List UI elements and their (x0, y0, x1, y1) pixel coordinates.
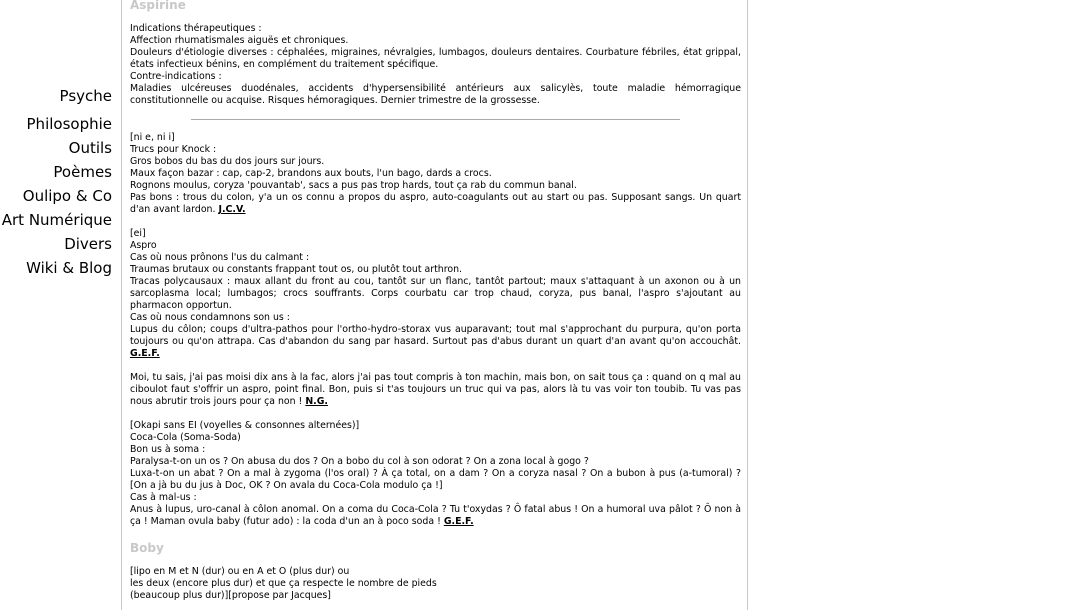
author-link[interactable]: J.C.V. (218, 204, 246, 215)
poem-entry (130, 566, 741, 602)
poem-line: Aspro (130, 240, 157, 251)
nav-link-oulipo[interactable]: Oulipo & Co (22, 187, 112, 205)
author-link[interactable]: N.G. (305, 396, 328, 407)
notice-line: Affection rhumatismales aiguës et chroniques. (130, 35, 349, 46)
poem-line: [ni e, ni i] (130, 132, 175, 143)
section-title-boby: Boby (130, 541, 164, 555)
content-body (130, 0, 741, 610)
poem-line: Tracas polycausaux : maux allant du front au cou, tantôt sur un flanc, tantôt partout; maux s'attaquant à un axonon ou à un sarcoplasma local; lumbagos; crocs souffrants. Corps courbatu car trop chaud, coryza, pus banal, l'aspro s'ajoutant au pharmacon opportun. (130, 276, 741, 311)
section-title-aspirine: Aspirine (130, 0, 186, 12)
nav-link-outils[interactable]: Outils (68, 139, 112, 157)
aspirine-notice (130, 23, 741, 107)
notice-line: Douleurs d'étiologie diverses : céphalées, migraines, névralgies, lumbagos, douleurs dentaires. Courbature fébriles, état grippal, états infectieux bénins, en complément du traitement spécifique. (130, 47, 741, 70)
content-column (121, 0, 748, 610)
poem-entry (130, 372, 741, 408)
notice-line: Contre-indications : (130, 71, 222, 82)
poem-line: Paralysa-t-on un os ? On abusa du dos ? On a bobo du col à son odorat ? On a zona local à gogo ? (130, 456, 589, 467)
poem-line: Gros bobos du bas du dos jours sur jours. (130, 156, 325, 167)
poem-line: Trucs pour Knock : (130, 144, 217, 155)
nav-link-wiki-blog[interactable]: Wiki & Blog (26, 259, 112, 277)
poem-line: Maux façon bazar : cap, cap-2, brandons aux bouts, l'un bago, dards a crocs. (130, 168, 492, 179)
poem-line: [Okapi sans EI (voyelles & consonnes alternées)] (130, 420, 360, 431)
divider (191, 119, 680, 120)
poem-line: Coca-Cola (Soma-Soda) (130, 432, 241, 443)
poem-entry (130, 228, 741, 360)
nav-link-poemes[interactable]: Poèmes (53, 163, 112, 181)
notice-line: Maladies ulcéreuses duodénales, accidents d'hypersensibilité antérieurs aux salicylès, toute maladie hémorragique constitutionnelle ou acquise. Risques hémoragiques. Dernier trimestre de la grossesse. (130, 83, 741, 106)
side-navigation (0, 0, 114, 610)
poem-entry (130, 420, 741, 528)
poem-line: Traumas brutaux ou constants frappant tout os, ou plutôt tout arthron. (130, 264, 463, 275)
notice-line: Indications thérapeutiques : (130, 23, 262, 34)
poem-line: les deux (encore plus dur) et que ça respecte le nombre de pieds (130, 578, 437, 589)
poem-line: (beaucoup plus dur)][propose par Jacques] (130, 590, 331, 601)
poem-line: Anus à lupus, uro-canal à côlon anomal. On a coma du Coca-Cola ? Tu t'oxydas ? Ô fatal abus ! On a humoral uva pâlot ? Ô non à ça ! Maman ovula baby (futur ado) : la coda d'un an à poco soda ! (130, 504, 741, 527)
poem-line: Bon us à soma : (130, 444, 206, 455)
poem-line: [lipo en M et N (dur) ou en A et O (plus dur) ou (130, 566, 350, 577)
poem-line: Cas où nous prônons l'us du calmant : (130, 252, 310, 263)
nav-link-art-numerique[interactable]: Art Numérique (1, 211, 112, 229)
poem-line: [ei] (130, 228, 146, 239)
poem-line: Moi, tu sais, j'ai pas moisi dix ans à la fac, alors j'ai pas tout compris à ton machin, mais bon, on sait tous ça : quand on q mal au ciboulot faut s'offrir un aspro, point final. Bon, puis si t'as toujours un truc qui va pas, alors là tu vas voir ton toubib. Tu vas pas nous abrutir trois jours pour ça non ! (130, 372, 741, 407)
poem-line: Lupus du côlon; coups d'ultra-pathos pour l'ortho-hydro-storax vus auparavant; tout mal s'approchant du purpura, qu'on porta toujours ou qu'on attrapa. Cas d'abandon du sang par hasard. Surtout pas d'abus durant un quart d'an avant qu'on accouchât. (130, 324, 741, 347)
author-link[interactable]: G.E.F. (443, 516, 474, 527)
poem-entry (130, 132, 741, 216)
nav-link-divers[interactable]: Divers (64, 235, 112, 253)
nav-link-philosophie[interactable]: Philosophie (26, 115, 112, 133)
nav-link-psyche[interactable]: Psyche (59, 87, 112, 105)
author-link[interactable]: G.E.F. (130, 348, 160, 359)
poem-line: Cas où nous condamnons son us : (130, 312, 290, 323)
poem-line: Luxa-t-on un abat ? On a mal à zygoma (l'os oral) ? À ça total, on a dam ? On a coryza nasal ? On a bubon à pus (a-tumoral) ? [On a jà bu du jus à Doc, OK ? On avala du Coca-Cola modulo ça !] (130, 468, 741, 491)
poem-line: Rognons moulus, coryza 'pouvantab', sacs a pus pas trop hards, tout ça rab du commun banal. (130, 180, 577, 191)
poem-line: Cas à mal-us : (130, 492, 197, 503)
poem-line: Pas bons : trous du colon, y'a un os connu a propos du aspro, auto-coagulants out au start ou pas. Supposant sangs. Un quart d'an avant lardon. (130, 192, 741, 215)
